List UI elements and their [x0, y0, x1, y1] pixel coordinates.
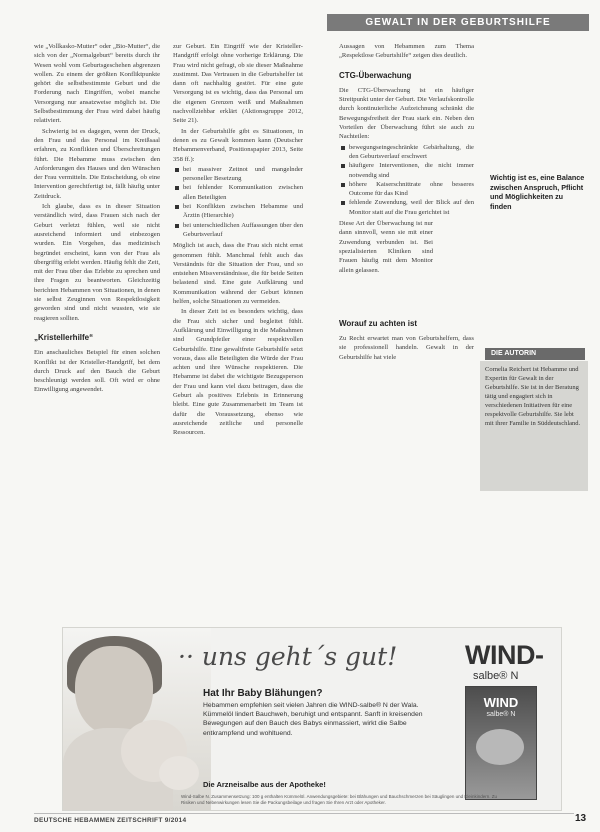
paragraph: Aussagen von Hebammen zum Thema „Respektlose Geburtshilfe“ zeigen dies deutlich. [339, 43, 474, 60]
pull-quote: Wichtig ist es, eine Balance zwischen Anspruch, Pflicht und Möglichkeiten zu finden [490, 173, 585, 211]
paragraph: Ich glaube, dass es in dieser Situation verständlich wird, dass Frauen sich nach der Geburt verletzt fühlen, weil sie nicht ausreichend informiert und einbezogen wurden. Ein Vorgehen, das medizinisch begründet erscheint, kann von der Frau als übergriffig erlebt werden. Häufig fehlt die Zeit, mit der Frau über das Erlebte zu sprechen und ihre Fragen zu beantworten. Gleichzeitig berichten Hebammen von Situationen, in denen sie selbst Zeuginnen von Respektlosigkeit geworden sind und nicht wussten, wie sie reagieren sollten. [34, 203, 160, 322]
list-item: höhere Kaiserschnittrate ohne besseres Outcome für das Kind [349, 180, 474, 198]
paragraph: wie „Vollkasko-Mutter“ oder „Bio-Mutter“, die sich von der „Normalgeburt“ bereits durch ihr Wesen wohl vom Geburtsgeschehen abgrenzen wollen. Zu einem der größten Konfliktpunkte gehört die selbstbestimmte Geburt und die Forderung nach Eingriffen, wobei manche Versorgung nur ansatzweise möglich ist. Die Selbstbestimmung der Frau wird dabei häufig relativiert. [34, 43, 160, 125]
ad-fine-print: Wind-Salbe N. Zusammensetzung: 100 g enthalten Kümmelöl. Anwendungsgebiete: bei Blähungen und Bauchschmerzen bei Säuglingen und Kleinkindern. Zu Risiken und Nebenwirkungen lesen Sie die Packungsbeilage und fragen Sie Ihren Arzt oder Apotheker. [181, 794, 497, 805]
list-item: fehlende Zuwendung, weil der Blick auf den Monitor statt auf die Frau gerichtet ist [349, 199, 474, 216]
ad-slogan: ·· uns geht´s gut! [178, 642, 398, 671]
paragraph: Schwierig ist es dagegen, wenn der Druck, den Frau und das Personal im Kreißsaal erfahren, zu Konflikten und Überschreitungen führt. Die Hebamme muss zwischen den Anforderungen des Hauses und den Wünschen der Frau vermitteln. Die Entscheidung, ob eine Intervention gerechtfertigt ist, fällt häufig unter Zeitdruck. [34, 127, 160, 200]
ad-tagline: Die Arzneisalbe aus der Apotheke! [203, 780, 326, 789]
paragraph: Zu Recht erwartet man von Geburtshelfern, dass sie professionell handeln. Gewalt in der Geburtshilfe hat viele [339, 335, 474, 361]
section-header: GEWALT IN DER GEBURTSHILFE [327, 14, 589, 31]
column-3 [339, 42, 474, 612]
author-heading: DIE AUTORIN [485, 348, 585, 360]
bullet-list [339, 143, 474, 217]
subheading: CTG-Überwachung [339, 70, 412, 80]
list-item: bei massiver Zeitnot und mangelnder personeller Besetzung [183, 165, 303, 183]
list-item: häufigere Interventionen, die nicht immer notwendig sind [349, 162, 474, 179]
package-graphic [476, 729, 524, 765]
list-item: bei fehlender Kommunikation zwischen allen Beteiligten [183, 184, 303, 201]
column-2 [173, 42, 303, 507]
paragraph: Diese Art der Überwachung ist nur dann sinnvoll, wenn sie mit einer Zuwendung verbunden ist. Bei spezialisierten Kliniken sind Frauen häufig mit dem Monitor allein gelassen. [339, 220, 433, 274]
package-sub: salbe® N [486, 711, 516, 718]
footer-publication: DEUTSCHE HEBAMMEN ZEITSCHRIFT 9/2014 [34, 817, 187, 824]
author-box [480, 361, 588, 491]
author-text: Cornelia Reichert ist Hebamme und Expertin für Gewalt in der Geburtshilfe. Sie ist in der Beratung tätig und engagiert sich in verschiedenen Initiativen für eine respektvolle Geburtshilfe. Sie lebt mit ihrer Familie in Süddeutschland. [485, 366, 581, 427]
ad-headline: Hat Ihr Baby Blähungen? [203, 688, 323, 699]
footer-divider [34, 813, 574, 814]
subheading: „Kristellerhilfe“ [34, 332, 94, 342]
paragraph: zur Geburt. Ein Eingriff wie der Kristeller-Handgriff erfolgt ohne vorherige Erklärung. Die Frau wird nicht gefragt, ob sie dieser Maßnahme zustimmt. Das Vertrauen in die Geburtshelfer ist dann oft nachhaltig gestört. Für eine gute Versorgung ist es wichtig, dass das Personal um die eigenen Grenzen weiß und Maßnahmen nachvollziehbar erklärt (Aktionsgruppe 2012, Seite 21). [173, 43, 303, 125]
paragraph: Die CTG-Überwachung ist ein häufiger Streitpunkt unter der Geburt. Die Verlaufskontrolle durch kontinuierliche Aufzeichnung schränkt die Bewegungsfreiheit der Frau stark ein. Neben den Vorteilen der Überwachung führt sie auch zu Nachteilen: [339, 86, 474, 141]
advertisement [62, 627, 562, 811]
product-package [465, 686, 537, 800]
bullet-list [173, 165, 303, 239]
paragraph: In dieser Zeit ist es besonders wichtig, dass die Frau sich sicher und begleitet fühlt. Aufklärung und Einwilligung in die Maßnahmen sind Grundpfeiler einer respektvollen Geburtshilfe. Eine gewaltfreie Geburtshilfe setzt voraus, dass alle Beteiligten die Würde der Frau achten und ihre Wünsche respektieren. Die Hebamme ist dabei die wichtigste Bezugsperson der Frau und kann viel dazu beitragen, dass die Geburt als positives Erlebnis in Erinnerung bleibt. Eine gute Zusammenarbeit im Team ist dafür die Voraussetzung, ebenso wie ausreichende zeitliche und personelle Ressourcen. [173, 308, 303, 437]
package-name: WIND [483, 695, 519, 710]
paragraph: Ein anschauliches Beispiel für einen solchen Konflikt ist der Kristeller-Handgriff, bei dem durch Druck auf den Bauch die Geburt beschleunigt werden soll. Oft wird er ohne Einwilligung angewendet. [34, 349, 160, 394]
ad-body: Hebammen empfehlen seit vielen Jahren die WIND-salbe® N der Wala. Kümmelöl lindert Bauchweh, beruhigt und entspannt. Sanft in kreisenden Bewegungen auf den Bauch des Babys einmassiert, wirkt die Salbe entkrampfend und wohltuend. [203, 702, 423, 737]
page-number: 13 [575, 813, 587, 824]
subheading: Worauf zu achten ist [339, 318, 418, 328]
ad-brand: WIND- [465, 640, 544, 670]
paragraph: Möglich ist auch, dass die Frau sich nicht ernst genommen fühlt. Manchmal fehlt auch das Verständnis für die Situation der Frau, und so entstehen Missverständnisse, die für beide Seiten belastend sind. Eine gute Aufklärung und Kommunikation während der Geburt können helfen, solche Situationen zu vermeiden. [173, 242, 303, 306]
ad-brand-sub: salbe® N [473, 670, 519, 682]
paragraph: In der Geburtshilfe gibt es Situationen, in denen es zu Gewalt kommen kann (Deutscher Hebammenverband, Positionspapier 2013, Seite 358 ff.): [173, 127, 303, 163]
list-item: bei Konflikten zwischen Hebamme und Ärztin (Hierarchie) [183, 203, 303, 220]
list-item: bei unterschiedlichen Auffassungen über den Geburtsverlauf [183, 221, 303, 238]
list-item: bewegungseingeschränkte Gebärhaltung, die den Geburtsverlauf erschwert [349, 143, 474, 160]
photo-shape [159, 756, 199, 790]
